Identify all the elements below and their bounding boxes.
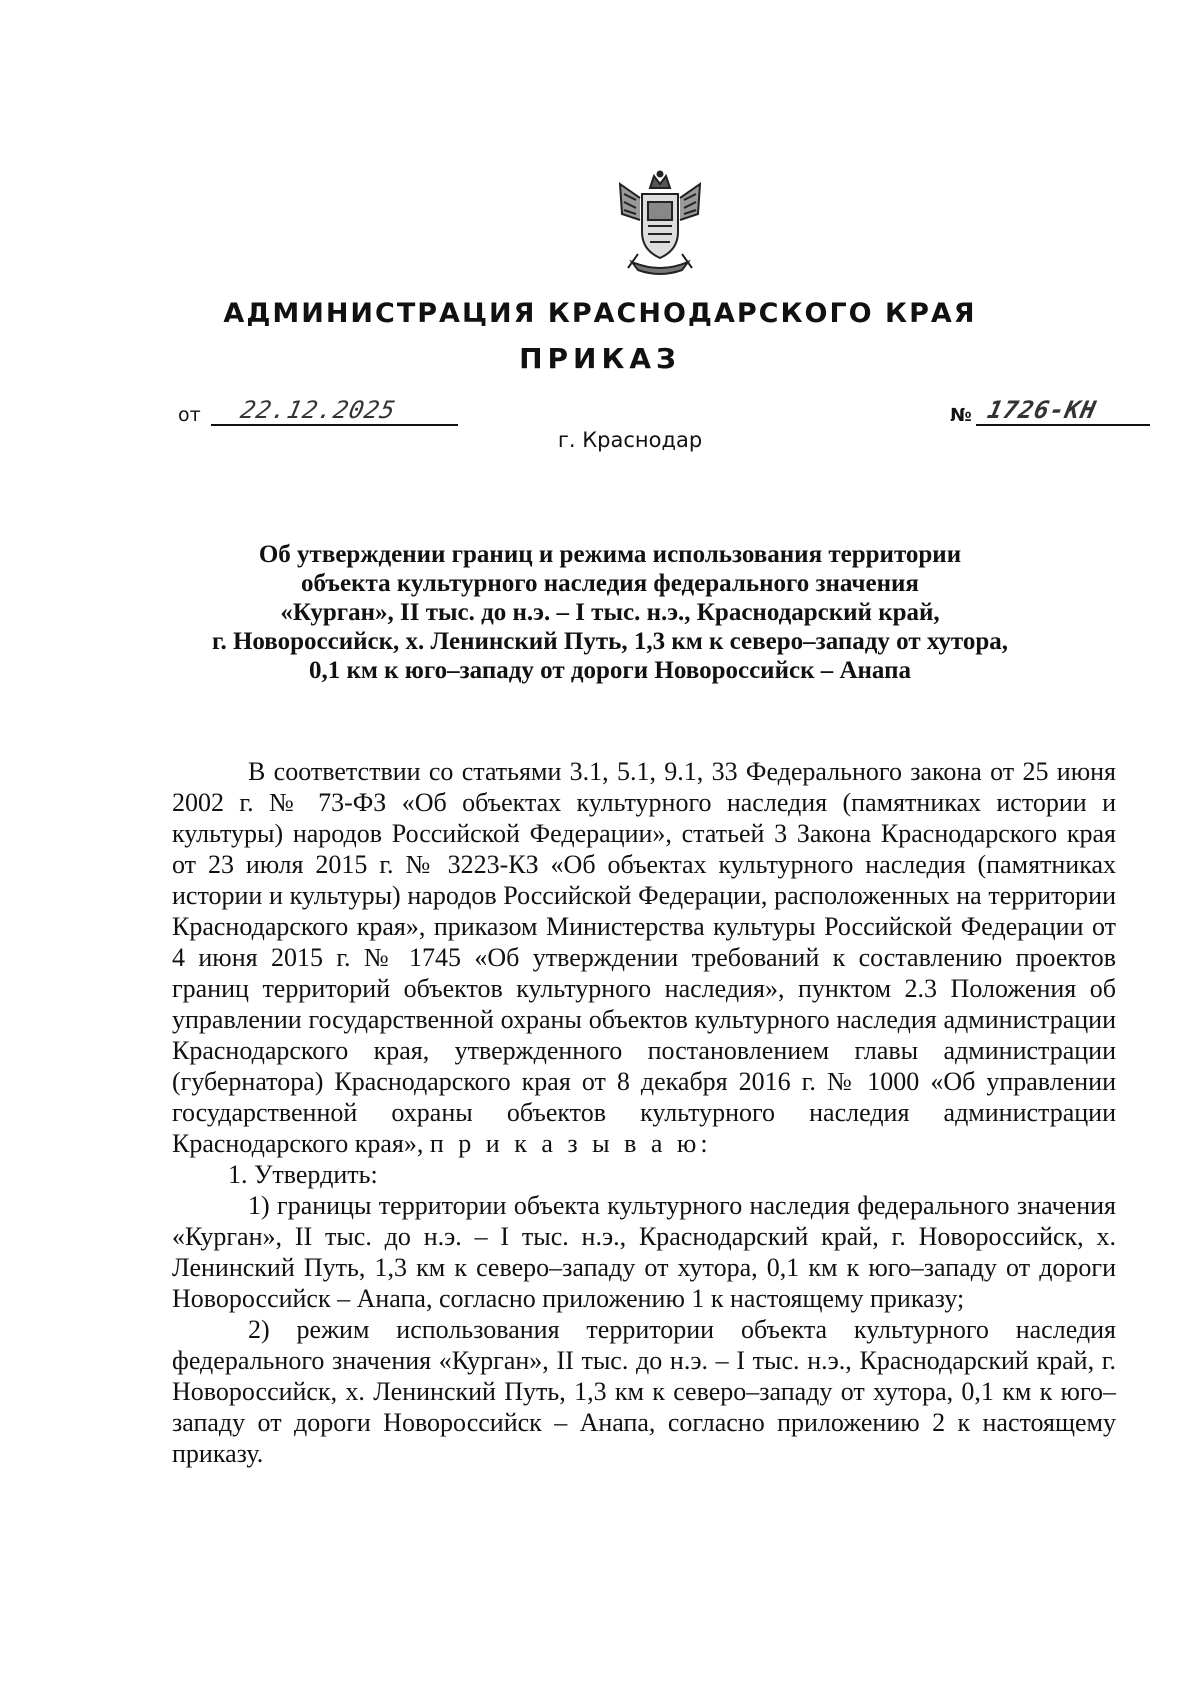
preamble-text: В соответствии со статьями 3.1, 5.1, 9.1, 33 Федерального закона от 25 июня 2002 г. № 73-ФЗ «Об объектах культурного наследия (памятниках истории и культуры) народов Российской Федерации», статьей 3 Закона Краснодарского края от 23 июля 2015 г. № 3223-КЗ «Об объектах культурного наследия (памятниках истории и культуры) народов Российской Федерации, расположенных на территории Краснодарского края», приказом Министерства культуры Российской Федерации от 4 июня 2015 г. № 1745 «Об утверждении требований к составлению проектов границ территорий объектов культурного наследия», пунктом 2.3 Положения об управлении государственной охраны объектов культурного наследия администрации Краснодарского края, утвержденного постановлением главы администрации (губернатора) Краснодарского края от 8 декабря 2016 г. № 1000 «Об управлении государственной охраны объектов культурного наследия администрации Краснодарского края», <box>172 757 1116 1158</box>
item-1: 1. Утвердить: <box>228 1160 378 1189</box>
document-type: ПРИКАЗ <box>519 342 681 375</box>
title-line: г. Новороссийск, х. Ленинский Путь, 1,3 км к северо–западу от хутора, <box>211 628 1009 655</box>
date-value: 22.12.2025 <box>237 396 399 424</box>
document-title <box>140 540 1080 685</box>
title-line: «Курган», II тыс. до н.э. – I тыс. н.э., Краснодарский край, <box>280 599 940 626</box>
item-1-1: 1) границы территории объекта культурного наследия федерального значения «Курган», II тыс. до н.э. – I тыс. н.э., Краснодарский край, г. Новороссийск, х. Ленинский Путь, 1,3 км к северо–западу от хутора, 0,1 км к юго–западу от дороги Новороссийск – Анапа, согласно приложению 1 к настоящему приказу; <box>172 1191 1116 1313</box>
item-1-2: 2) режим использования территории объекта культурного наследия федерального значения «Курган», II тыс. до н.э. – I тыс. н.э., Краснодарский край, г. Новороссийск, х. Ленинский Путь, 1,3 км к северо–западу от хутора, 0,1 км к юго–западу от дороги Новороссийск – Анапа, согласно приложению 2 к настоящему приказу. <box>172 1315 1116 1468</box>
date-field <box>178 398 458 426</box>
order-word: п р и к а з ы в а ю: <box>429 1129 712 1158</box>
number-field <box>950 398 1150 426</box>
number-label: № <box>950 405 972 426</box>
number-line <box>976 398 1150 426</box>
date-line <box>211 398 458 426</box>
date-label: от <box>178 404 201 426</box>
document-body <box>172 756 1116 1469</box>
title-line: объекта культурного наследия федерального значения <box>301 570 919 597</box>
number-value: 1726-КН <box>984 396 1099 424</box>
preamble-paragraph <box>172 756 1116 1159</box>
organization-name: АДМИНИСТРАЦИЯ КРАСНОДАРСКОГО КРАЯ <box>223 298 977 329</box>
title-line: 0,1 км к юго–западу от дороги Новороссийск – Анапа <box>308 657 912 684</box>
title-line: Об утверждении границ и режима использования территории <box>258 541 962 568</box>
coat-of-arms-emblem <box>610 170 710 280</box>
city-name: г. Краснодар <box>557 428 703 452</box>
